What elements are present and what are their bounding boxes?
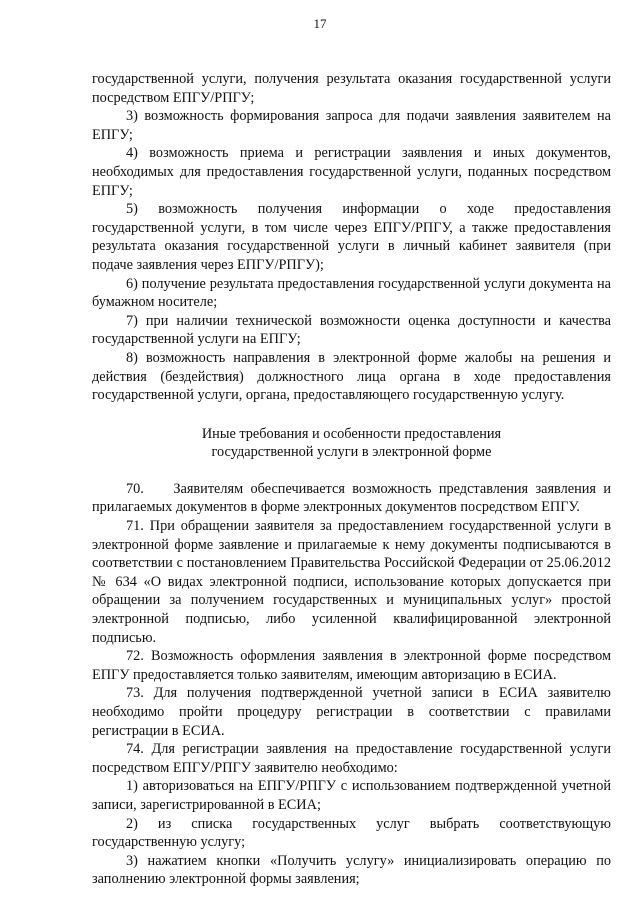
paragraph-73: 73. Для получения подтвержденной учетной записи в ЕСИА заявителю необходимо пройти процедуру регистрации в соответствии с правилами регистрации в ЕСИА. [92,685,611,739]
step-3: 3) нажатием кнопки «Получить услугу» инициализировать операцию по заполнению электронной формы заявления; [92,852,611,888]
step-1: 1) авторизоваться на ЕПГУ/РПГУ с использованием подтвержденной учетной записи, зарегистрированной в ЕСИА; [92,778,611,813]
list-item-3: 3) возможность формирования запроса для подачи заявления заявителем на ЕПГУ; [92,108,611,143]
section-heading [92,425,611,462]
list-item-5: 5) возможность получения информации о ходе предоставления государственной услуги, в том числе через ЕПГУ/РПГУ, а также предоставления результата оказания государственной услуги в личный кабинет заявителя (при подаче заявления через ЕПГУ/РПГУ); [92,201,611,273]
step-2: 2) из списка государственных услуг выбрать соответствующую государственную услугу; [92,815,611,851]
paragraph-continuation: государственной услуги, получения результата оказания государственной услуги посредством ЕПГУ/РПГУ; [92,71,611,106]
list-item-4: 4) возможность приема и регистрации заявления и иных документов, необходимых для предоставления государственной услуги, поданных посредством ЕПГУ; [92,145,611,199]
paragraph-71: 71. При обращении заявителя за предоставлением государственной услуги в электронной форме заявление и прилагаемые к нему документы подписываются в соответствии с постановлением Правительства Российской Федерации от 25.06.2012 № 634 «О видах электронной подписи, использование которых допускается при обращении за получением государственных и муниципальных услуг» простой электронной подписью, либо усиленной квалифицированной электронной подписью. [92,518,611,646]
page-number: 17 [313,16,327,31]
list-item-8: 8) возможность направления в электронной форме жалобы на решения и действия (бездействия) должностного лица органа в ходе предоставления государственной услуги, органа, предоставляющего государственную услугу. [92,349,611,404]
paragraph-74: 74. Для регистрации заявления на предоставление государственной услуги посредством ЕПГУ/РПГУ заявителю необходимо: [92,741,611,776]
document-body [92,70,611,889]
list-item-7: 7) при наличии технической возможности оценка доступности и качества государственной услуги на ЕПГУ; [92,312,611,348]
paragraph-70: 70. Заявителям обеспечивается возможность представления заявления и прилагаемых документов в форме электронных документов посредством ЕПГУ. [92,480,611,516]
list-item-6: 6) получение результата предоставления государственной услуги документа на бумажном носителе; [92,275,611,311]
paragraph-72: 72. Возможность оформления заявления в электронной форме посредством ЕПГУ предоставляется только заявителям, имеющим авторизацию в ЕСИА. [92,648,611,683]
section-heading-line-1: Иные требования и особенности предоставления [201,425,502,442]
section-heading-line-2: государственной услуги в электронной форме [211,444,492,461]
